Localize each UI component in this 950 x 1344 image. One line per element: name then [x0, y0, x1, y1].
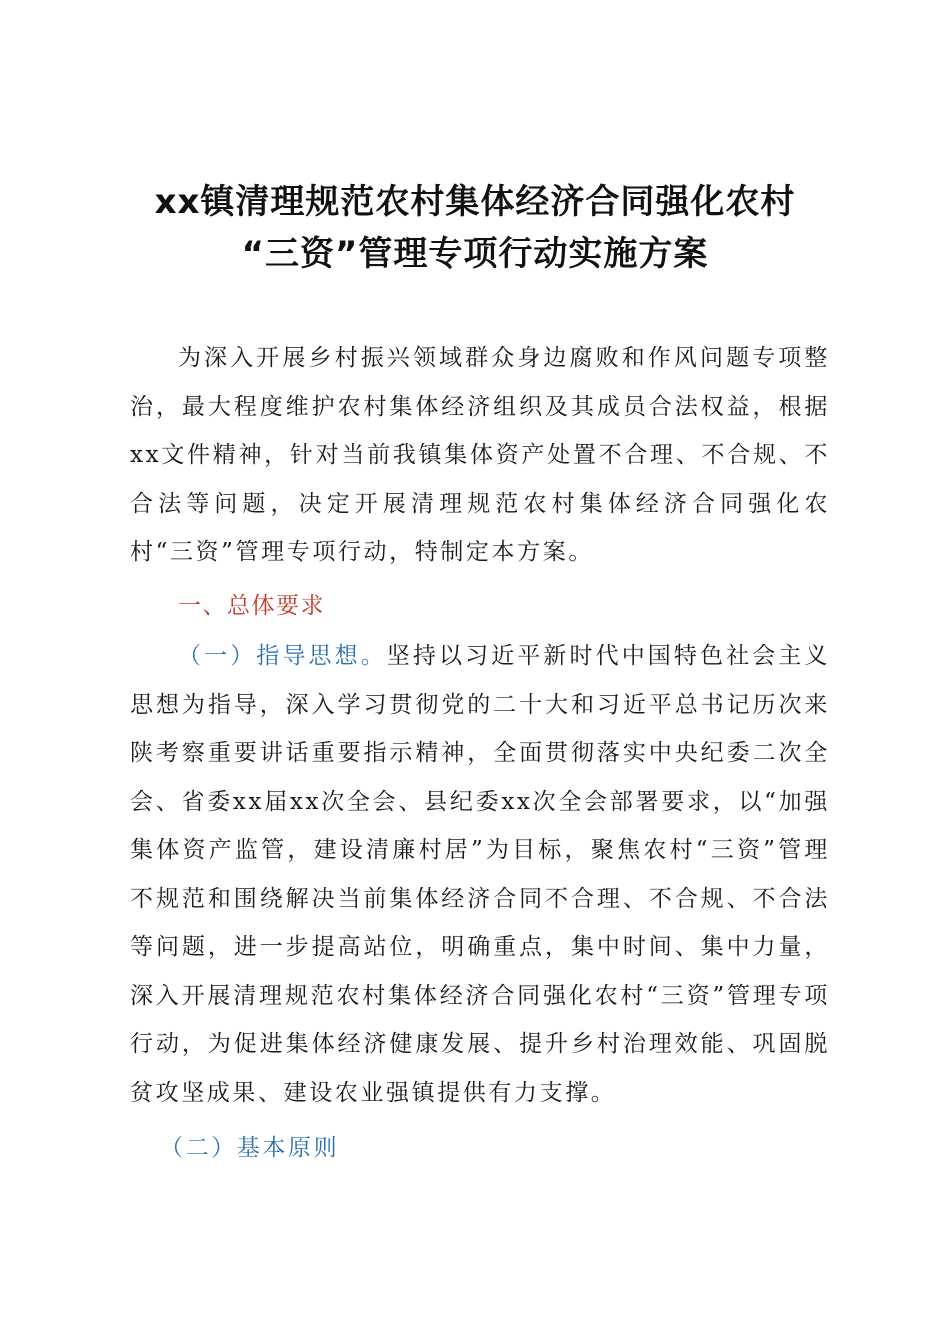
document-title-line-1: xx镇清理规范农村集体经济合同强化农村: [154, 182, 796, 222]
subsection-heading-guiding-ideology: （一）指导思想。: [178, 643, 387, 669]
section-heading-general-requirements: 一、总体要求: [178, 593, 325, 619]
subsection-heading-basic-principles: （二）基本原则: [160, 1135, 340, 1161]
guiding-ideology-text: 坚持以习近平新时代中国特色社会主义思想为指导，深入学习贯彻党的二十大和习近平总书记历次来陕考察重要讲话重要指示精神，全面贯彻落实中央纪委二次全会、省委xx届xx次全会、县纪委xx次全会部署要求，以“加强集体资产监管，建设清廉村居”为目标，聚焦农村“三资”管理不规范和围绕解决当前集体经济合同不合理、不合规、不合法等问题，进一步提高站位，明确重点，集中时间、集中力量，深入开展清理规范农村集体经济合同强化农村“三资”管理专项行动，为促进集体经济健康发展、提升乡村治理效能、巩固脱贫攻坚成果、建设农业强镇提供有力支撑。: [130, 643, 830, 1106]
document-title-line-2: “三资”管理专项行动实施方案: [241, 234, 709, 274]
guiding-ideology-paragraph: [130, 632, 830, 1117]
intro-paragraph: 为深入开展乡村振兴领域群众身边腐败和作风问题专项整治，最大程度维护农村集体经济组织及其成员合法权益，根据xx文件精神，针对当前我镇集体资产处置不合理、不合规、不合法等问题，决定开展清理规范农村集体经济合同强化农村“三资”管理专项行动，特制定本方案。: [130, 345, 830, 565]
